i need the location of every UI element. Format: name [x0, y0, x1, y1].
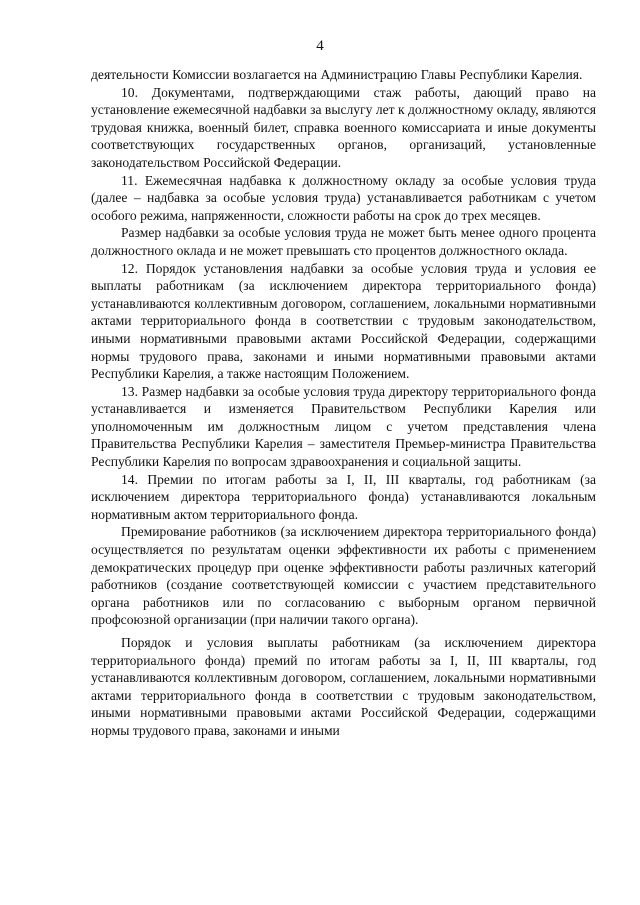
page-number: 4	[316, 38, 324, 54]
paragraph-item-12: 12. Порядок установления надбавки за особые условия труда и условия ее выплаты работникам (за исключением директора территориального фонда) устанавливаются коллективным договором, соглашением, локальными нормативными актами территориального фонда в соответствии с трудовым законодательством, иными нормативными правовыми актами Российской Федерации, содержащими нормы трудового права, законами и иными нормативными правовыми актами Республики Карелия, а также настоящим Положением.	[91, 260, 596, 382]
paragraph-bonus-procedure: Премирование работников (за исключением директора территориального фонда) осуществляется по результатам оценки эффективности их работы с применением демократических процедур при оценке эффективности работы различных категорий работников (создание соответствующей комиссии с участием представительного органа работников или по согласованию с выборным органом первичной профсоюзной организации (при наличии такого органа).	[91, 524, 596, 628]
paragraph-item-13: 13. Размер надбавки за особые условия труда директору территориального фонда устанавливается и изменяется Правительством Республики Карелия или уполномоченным им должностным лицом с учетом представления члена Правительства Республики Карелия – заместителя Премьер-министра Правительства Республики Карелия по вопросам здравоохранения и социальной защиты.	[91, 383, 596, 470]
paragraph-bonus-size: Размер надбавки за особые условия труда не может быть менее одного процента должностного оклада и не может превышать сто процентов должностного оклада.	[91, 225, 596, 258]
paragraph-item-11: 11. Ежемесячная надбавка к должностному окладу за особые условия труда (далее – надбавка за особые условия труда) устанавливается работникам с учетом особого режима, напряженности, сложности работы на срок до трех месяцев.	[91, 172, 596, 223]
paragraph-item-14: 14. Премии по итогам работы за I, II, III кварталы, год работникам (за исключением директора территориального фонда) устанавливаются локальным нормативным актом территориального фонда.	[91, 471, 596, 522]
paragraph-payment-order: Порядок и условия выплаты работникам (за исключением директора территориального фонда) премий по итогам работы за I, II, III кварталы, год устанавливаются коллективным договором, соглашением, локальными нормативными актами территориального фонда в соответствии с трудовым законодательством, иными нормативными правовыми актами Российской Федерации, содержащими нормы трудового права, законами и иными	[91, 635, 596, 738]
document-body	[91, 66, 596, 740]
paragraph-item-10: 10. Документами, подтверждающими стаж работы, дающий право на установление ежемесячной надбавки за выслугу лет к должностному окладу, являются трудовая книжка, военный билет, справка военного комиссариата и иные документы соответствующих государственных органов, организаций, установленные законодательством Российской Федерации.	[91, 84, 596, 170]
paragraph-continuation: деятельности Комиссии возлагается на Администрацию Главы Республики Карелия.	[91, 67, 583, 82]
